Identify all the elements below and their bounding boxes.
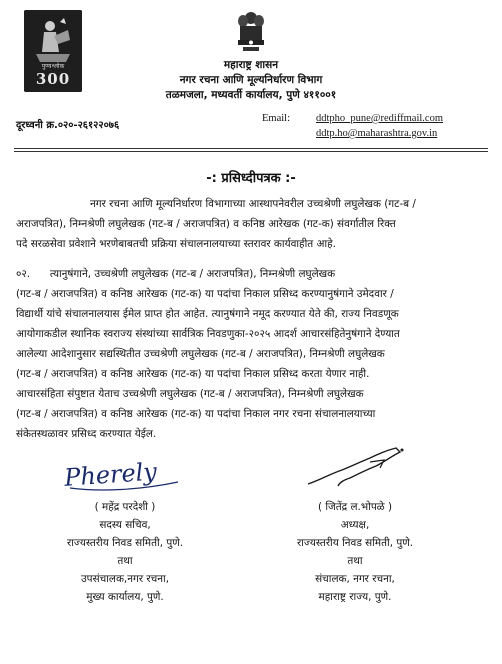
paragraph-line: (गट-ब / अराजपत्रित) व कनिष्ठ आरेखक (गट-क) या पदांचा निकाल प्रसिध्द करण्यानुषंगाने उमेदवार / (16, 288, 394, 300)
signature-left (60, 452, 190, 494)
signatory-line: राज्यस्तरीय निवड समिती, पुणे. (66, 537, 184, 549)
state-emblem-icon (234, 10, 268, 54)
government-name: महाराष्ट्र शासन (223, 59, 279, 71)
paragraph-line: (गट-ब / अराजपत्रित) व कनिष्ठ आरेखक (गट-क) या पदांचा निकाल प्रसिध्द करता येणार नाही. (16, 368, 370, 380)
phone-number: दूरध्वनी क्र.०२०-२६१२२०७६ (16, 120, 120, 131)
paragraph-line: आलेल्या आदेशानुसार सद्यस्थितीत उच्चश्रेणी लघुलेखक (गट-ब / अराजपत्रित), निम्नश्रेणी लघुलेखक (16, 348, 385, 360)
signatory-line: तथा (347, 555, 363, 567)
department-name: नगर रचना आणि मूल्यनिर्धारण विभाग (179, 74, 323, 86)
signatory-line: महाराष्ट्र राज्य, पुणे. (318, 591, 392, 603)
signature-left-text: Pherely (63, 457, 158, 492)
notice-paragraph-2 (16, 264, 486, 444)
paragraph-line: विद्यार्थी यांचे संचालनालयास ईमेल प्राप्त होत आहेत. त्यानुषंगाने नमूद करण्यात येते की, राज्य निवडणूक (16, 308, 399, 320)
email-link-2[interactable]: ddtp.ho@maharashtra.gov.in (316, 128, 438, 139)
signatory-line: संचालक, नगर रचना, (315, 573, 395, 585)
logo-caption: पुण्यश्लोक (41, 63, 65, 70)
paragraph-line: नगर रचना आणि मूल्यनिर्धारण विभागाच्या आस्थापनेवरील उच्चश्रेणी लघुलेखक (गट-ब / (90, 198, 416, 210)
signatory-line: राज्यस्तरीय निवड समिती, पुणे. (296, 537, 414, 549)
paragraph-line: पदे सरळसेवा प्रवेशाने भरणेबाबतची प्रक्रिया संचालनालयाच्या स्तरावर कार्यवाहीत आहे. (16, 238, 336, 250)
paragraph-line: संकेतस्थळावर प्रसिध्द करण्यात येईल. (16, 428, 157, 440)
signatory-line: अध्यक्ष, (340, 519, 370, 531)
notice-paragraph-1 (16, 194, 486, 254)
email-link-1[interactable]: ddtpho_pune@rediffmail.com (316, 113, 443, 124)
paragraph-line: आचारसंहिता संपुष्टात येताच उच्चश्रेणी लघुलेखक (गट-ब / अराजपत्रित), निम्नश्रेणी लघुलेखक (16, 388, 364, 400)
signatory-line: मुख्य कार्यालय, पुणे. (86, 591, 164, 603)
signatory-left (30, 498, 220, 606)
logo-number: 300 (35, 70, 71, 88)
notice-title: -: प्रसिध्दीपत्रक :- (206, 171, 296, 186)
signatory-name: ( जितेंद्र ल.भोपळे ) (318, 501, 392, 513)
paragraph-line: अराजपत्रित), निम्नश्रेणी लघुलेखक (गट-ब / अराजपत्रित) व कनिष्ठ आरेखक (गट-क) संवर्गातील रिक्त (16, 218, 396, 230)
paragraph-line: ०२. त्यानुषंगाने, उच्चश्रेणी लघुलेखक (गट-ब / अराजपत्रित), निम्नश्रेणी लघुलेखक (16, 268, 336, 280)
signatory-right (250, 498, 460, 606)
header-divider-bottom (14, 151, 488, 152)
signatory-name: ( महेंद्र परदेशी ) (94, 501, 156, 513)
signatory-line: उपसंचालक,नगर रचना, (80, 573, 169, 585)
email-label: Email: (262, 113, 290, 124)
signatory-line: सदस्य सचिव, (99, 519, 151, 531)
paragraph-line: (गट-ब / अराजपत्रित) व कनिष्ठ आरेखक (गट-क) या पदांचा निकाल नगर रचना संचालनालयाच्या (16, 408, 376, 420)
signature-right (300, 440, 420, 496)
header-divider-top (14, 148, 488, 149)
signatory-line: तथा (117, 555, 133, 567)
paragraph-line: आयोगाकडील स्थानिक स्वराज्य संस्थांच्या सार्वत्रिक निवडणुका-२०२५ आदर्श आचारसंहितेनुषंगाने देण्यात (16, 328, 400, 340)
office-address: तळमजला, मध्यवर्ती कार्यालय, पुणे ४११००१ (165, 89, 337, 101)
